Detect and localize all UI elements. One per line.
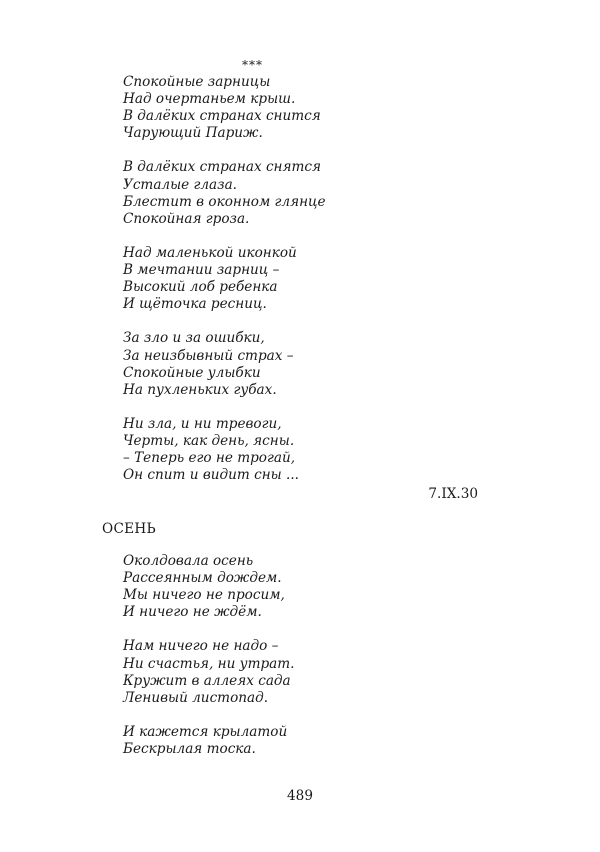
poem-line: Спокойные зарницы bbox=[123, 74, 271, 90]
stanza bbox=[123, 330, 326, 398]
poem-line: Рассеянным дождем. bbox=[123, 570, 282, 587]
poem-line: В мечтании зарниц – bbox=[123, 262, 280, 279]
poem-line: Усталые глаза. bbox=[123, 176, 237, 193]
poem-line: И щёточка ресниц. bbox=[123, 296, 267, 313]
stanza bbox=[123, 159, 326, 227]
poem-line: В далёких странах снится bbox=[123, 108, 321, 125]
page-number: 489 bbox=[287, 788, 313, 804]
poem-line: Околдовала осень bbox=[123, 553, 254, 569]
stanza bbox=[123, 416, 326, 484]
poem-line: Он спит и видит сны ... bbox=[123, 467, 300, 484]
poem-line: За зло и за ошибки, bbox=[123, 330, 265, 347]
poem-line: И ничего не ждём. bbox=[123, 604, 262, 621]
poem-line: Высокий лоб ребенка bbox=[123, 279, 278, 296]
poem-line: Ни счастья, ни утрат. bbox=[123, 655, 295, 672]
section-separator: *** bbox=[242, 58, 263, 72]
poem-line: – Теперь его не трогай, bbox=[123, 450, 296, 467]
poem-untitled bbox=[123, 74, 326, 501]
poem-line: Ни зла, и ни тревоги, bbox=[123, 415, 282, 432]
poem-line: Над маленькой иконкой bbox=[123, 244, 297, 261]
poem-line: Нам ничего не надо – bbox=[123, 638, 279, 655]
poem-line: В далёких странах снятся bbox=[123, 159, 322, 176]
poem-title: ОСЕНЬ bbox=[102, 521, 156, 537]
poem-line: Чарующий Париж. bbox=[123, 125, 263, 142]
poem-line: Над очертаньем крыш. bbox=[123, 91, 296, 108]
poem-line: Черты, как день, ясны. bbox=[123, 432, 295, 449]
stanza bbox=[123, 553, 294, 621]
poem-line: Спокойная гроза. bbox=[123, 210, 250, 227]
poem-line: Блестит в оконном глянце bbox=[123, 193, 326, 210]
poem-line: За неизбывный страх – bbox=[123, 347, 294, 364]
poem-line: Ленивый листопад. bbox=[123, 689, 269, 706]
poem-line: На пухленьких губах. bbox=[123, 381, 277, 398]
poem-osen bbox=[123, 553, 294, 775]
stanza bbox=[123, 638, 294, 706]
poem-line: Кружит в аллеях сада bbox=[123, 672, 291, 689]
poem-line: Мы ничего не просим, bbox=[123, 587, 285, 604]
stanza bbox=[123, 724, 294, 758]
stanza bbox=[123, 74, 326, 142]
poem-line: И кажется крылатой bbox=[123, 723, 288, 740]
poem-line: Спокойные улыбки bbox=[123, 364, 261, 381]
stanza bbox=[123, 245, 326, 313]
poem-line: Бескрылая тоска. bbox=[123, 741, 256, 758]
poem-date: 7.IX.30 bbox=[428, 486, 478, 502]
